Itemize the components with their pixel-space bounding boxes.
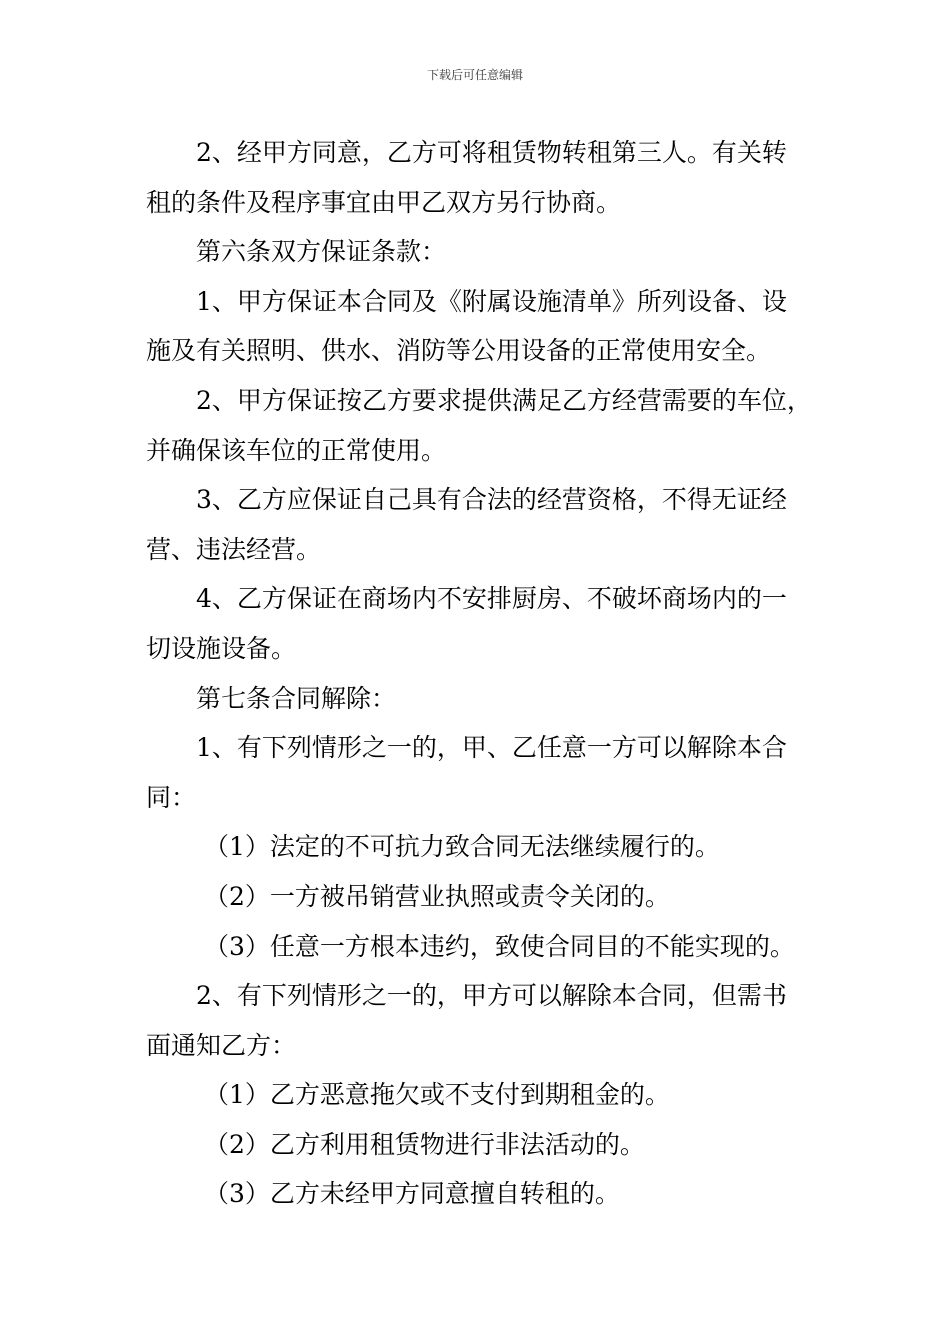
document-body <box>146 128 810 1219</box>
list-item: （1）法定的不可抗力致合同无法继续履行的。 <box>204 832 720 862</box>
text-line: 租的条件及程序事宜由甲乙双方另行协商。 <box>146 187 622 217</box>
list-item: （3）任意一方根本违约，致使合同目的不能实现的。 <box>204 931 795 961</box>
text-line: 切设施设备。 <box>146 633 297 663</box>
section-heading: 第六条双方保证条款： <box>196 237 447 267</box>
text-line: 施及有关照明、供水、消防等公用设备的正常使用安全。 <box>146 336 772 366</box>
text-line: 1、甲方保证本合同及《附属设施清单》所列设备、设 <box>196 286 787 316</box>
text-line: 4、乙方保证在商场内不安排厨房、不破坏商场内的一 <box>196 584 787 614</box>
text-line: 并确保该车位的正常使用。 <box>146 435 447 465</box>
text-line: 2、甲方保证按乙方要求提供满足乙方经营需要的车位， <box>196 385 812 415</box>
text-line: 2、经甲方同意，乙方可将租赁物转租第三人。有关转 <box>196 138 787 167</box>
section-heading: 第七条合同解除： <box>196 683 397 713</box>
text-line: 面通知乙方： <box>146 1030 297 1060</box>
list-item: （1）乙方恶意拖欠或不支付到期租金的。 <box>204 1080 670 1110</box>
page-header: 下载后可任意编辑 <box>426 68 523 82</box>
text-line: 1、有下列情形之一的，甲、乙任意一方可以解除本合 <box>196 733 787 763</box>
list-item: （2）一方被吊销营业执照或责令关闭的。 <box>204 881 670 911</box>
text-line: 3、乙方应保证自己具有合法的经营资格，不得无证经 <box>196 485 787 515</box>
list-item: （3）乙方未经甲方同意擅自转租的。 <box>204 1179 620 1209</box>
text-line: 同： <box>146 782 197 812</box>
text-line: 营、违法经营。 <box>146 534 322 564</box>
text-line: 2、有下列情形之一的，甲方可以解除本合同，但需书 <box>196 981 787 1011</box>
list-item: （2）乙方利用租赁物进行非法活动的。 <box>204 1129 645 1159</box>
